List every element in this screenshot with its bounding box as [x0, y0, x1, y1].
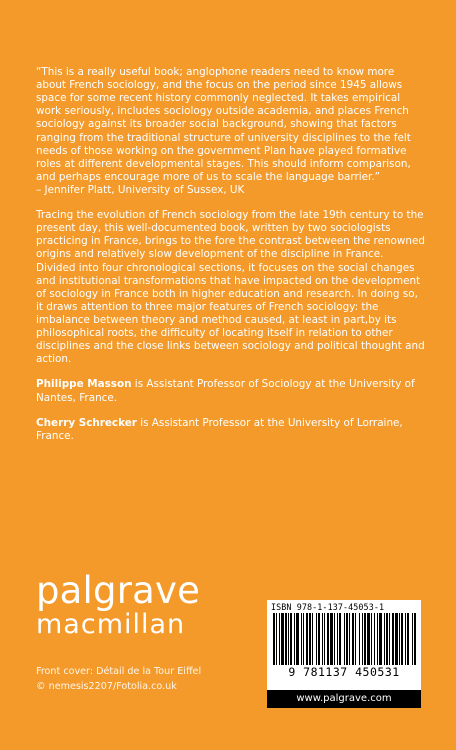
- barcode-graphic: [271, 613, 417, 665]
- barcode-bar: [288, 613, 289, 665]
- barcode-bar: [306, 613, 308, 665]
- back-cover-text: [36, 66, 426, 455]
- barcode-bar: [412, 613, 413, 665]
- barcode-bar: [362, 613, 363, 665]
- barcode-bar: [303, 613, 304, 665]
- barcode-bar: [281, 613, 284, 665]
- barcode-bar: [330, 613, 333, 665]
- barcode-bar: [334, 613, 335, 665]
- barcode-bar: [312, 613, 313, 665]
- book-description: Tracing the evolution of French sociology from the late 19th century to the present day, this well-documented book, written by two sociologists practicing in France, brings to the fore the contrast between the renowned origins and relatively slow development of the discipline in France. Divided into four chronological sections, it focuses on the social changes and institutional transformations that have impacted on the development of sociology in France both in higher education and research. In doing so, it draws attention to three major features of French sociology: the imbalance between theory and method caused, at least in part,by its philosophical roots, the difficulty of locating itself in relation to other disciplines and the close links between sociology and political thought and action.: [36, 209, 425, 366]
- barcode-bar: [374, 613, 375, 665]
- barcode-bar: [352, 613, 354, 665]
- barcode-bar: [276, 613, 277, 665]
- barcode-bar: [279, 613, 280, 665]
- barcode-bar: [294, 613, 295, 665]
- barcode-bar: [296, 613, 299, 665]
- barcode-bar: [324, 613, 325, 665]
- author-name-2: Cherry Schrecker: [36, 416, 137, 429]
- barcode-bar: [379, 613, 382, 665]
- barcode-bar: [399, 613, 400, 665]
- barcode-bar: [359, 613, 360, 665]
- barcode-bar: [405, 613, 406, 665]
- author-bio-2: [36, 417, 426, 443]
- credit-line-1: Front cover: Détail de la Tour Eiffel: [36, 666, 202, 677]
- barcode-bar: [392, 613, 394, 665]
- author-bio-text-2: is Assistant Professor at the University of Lorraine, France.: [36, 416, 403, 442]
- barcode-bar: [327, 613, 329, 665]
- barcode-bar: [318, 613, 320, 665]
- barcode-bar: [344, 613, 345, 665]
- barcode-bar: [339, 613, 341, 665]
- barcode-bar: [346, 613, 348, 665]
- barcode-bar: [349, 613, 350, 665]
- publisher-logo-line-1: palgrave: [36, 569, 201, 612]
- barcode-bar: [386, 613, 388, 665]
- front-cover-credit: [36, 665, 201, 695]
- author-name-1: Philippe Masson: [36, 378, 132, 391]
- isbn-text: ISBN 978-1-137-45053-1: [271, 602, 385, 612]
- credit-line-2: © nemesis2207/Fotolia.co.uk: [36, 680, 177, 692]
- barcode-bar: [384, 613, 385, 665]
- barcode-bar: [395, 613, 398, 665]
- publisher-website: www.palgrave.com: [267, 690, 421, 708]
- barcode-bar: [285, 613, 287, 665]
- barcode-bar: [414, 613, 416, 665]
- isbn-barcode: [267, 600, 421, 690]
- barcode-number: 9 781137 450531: [288, 665, 400, 680]
- barcode-bar: [301, 613, 302, 665]
- barcode-bar: [290, 613, 292, 665]
- publisher-logo-line-2: macmillan: [36, 609, 186, 640]
- barcode-bar: [355, 613, 356, 665]
- author-bio-text-1: is Assistant Professor of Sociology at the University of Nantes, France.: [36, 378, 415, 404]
- barcode-bar: [371, 613, 372, 665]
- barcode-bar: [273, 613, 275, 665]
- quote-attribution: – Jennifer Platt, University of Sussex, UK: [36, 183, 245, 196]
- barcode-bar: [309, 613, 311, 665]
- barcode-bar: [364, 613, 366, 665]
- barcode-bar: [367, 613, 370, 665]
- quote-text: “This is a really useful book; anglophone readers need to know more about French sociology, and the focus on the period since 1945 allows space for some recent history commonly neglected. It takes empirical work seriously, includes sociology outside academia, and places French sociology against its broader social background, showing that factors ranging from the traditional structure of university disciplines to the felt needs of those working on the government Plan have played formative roles at different developmental stages. This should inform comparison, and perhaps encourage more of us to scale the language barrier.”: [36, 66, 411, 183]
- endorsement-quote: [36, 66, 426, 197]
- publisher-logo: [36, 569, 201, 640]
- barcode-bar: [322, 613, 323, 665]
- barcode-bar: [407, 613, 409, 665]
- barcode-bar: [389, 613, 390, 665]
- barcode-bar: [401, 613, 403, 665]
- barcode-bar: [316, 613, 317, 665]
- barcode-bar: [377, 613, 378, 665]
- author-bio-1: [36, 378, 426, 404]
- barcode-bar: [337, 613, 338, 665]
